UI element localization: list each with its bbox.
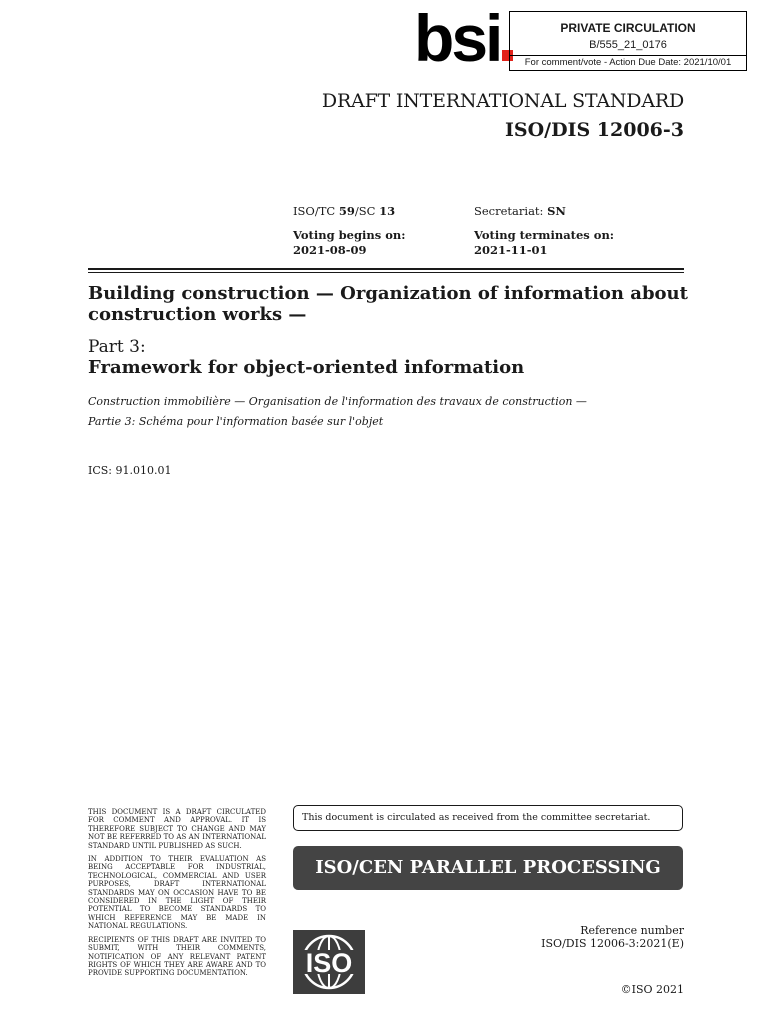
voting-ends-value: 2021-11-01 bbox=[474, 243, 548, 257]
disclaimer-paragraph: THIS DOCUMENT IS A DRAFT CIRCULATED FOR COMMENT AND APPROVAL. IT IS THEREFORE SUBJECT TO CHANGE AND MAY NOT BE REFERRED TO AS AN INTERNATIONAL STANDARD UNTIL PUBLISHED AS SUCH. bbox=[88, 808, 266, 850]
disclaimer-paragraph: RECIPIENTS OF THIS DRAFT ARE INVITED TO SUBMIT, WITH THEIR COMMENTS, NOTIFICATION OF ANY RELEVANT PATENT RIGHTS OF WHICH THEY ARE AWARE AND TO PROVIDE SUPPORTING DOCUMENTATION. bbox=[88, 935, 266, 978]
french-title-line2: Partie 3: Schéma pour l'information basée sur l'objet bbox=[88, 415, 384, 428]
french-title-line1: Construction immobilière — Organisation de l'information des travaux de construction — bbox=[88, 395, 587, 408]
circulation-note: This document is circulated as received from the committee secretariat. bbox=[293, 805, 683, 831]
part-title: Framework for object-oriented information bbox=[88, 357, 525, 378]
iso-logo-text: ISO bbox=[305, 948, 353, 978]
circulation-title: PRIVATE CIRCULATION bbox=[560, 21, 696, 35]
voting-begins-label: Voting begins on: bbox=[293, 228, 406, 242]
part-label: Part 3: bbox=[88, 337, 146, 357]
document-id: ISO/DIS 12006-3 bbox=[504, 119, 684, 141]
private-circulation-box bbox=[509, 11, 747, 71]
secretariat-line: Secretariat: SN bbox=[474, 204, 566, 218]
reference-label: Reference number bbox=[580, 924, 684, 937]
bsi-logo bbox=[414, 1, 514, 75]
circulation-due-date: For comment/vote - Action Due Date: 2021/10/01 bbox=[510, 55, 746, 70]
disclaimer-paragraph: IN ADDITION TO THEIR EVALUATION AS BEING ACCEPTABLE FOR INDUSTRIAL, TECHNOLOGICAL, COMMERCIAL AND USER PURPOSES, DRAFT INTERNATIONAL STANDARDS MAY ON OCCASION HAVE TO BE CONSIDERED IN THE LIGHT OF THEIR POTENTIAL TO BECOME STANDARDS TO WHICH REFERENCE MAY BE MADE IN NATIONAL REGULATIONS. bbox=[88, 855, 266, 931]
voting-begins bbox=[293, 228, 406, 258]
header-divider bbox=[88, 268, 684, 273]
voting-ends bbox=[474, 228, 614, 258]
ics-code: ICS: 91.010.01 bbox=[88, 464, 172, 477]
circulation-ref: B/555_21_0176 bbox=[589, 39, 667, 51]
bsi-logo-text: bsi bbox=[414, 1, 501, 75]
reference-number: ISO/DIS 12006-3:2021(E) bbox=[541, 937, 684, 950]
iso-logo bbox=[293, 930, 365, 994]
parallel-processing-banner: ISO/CEN PARALLEL PROCESSING bbox=[293, 846, 683, 890]
iso-globe-icon bbox=[293, 930, 365, 994]
copyright: ©ISO 2021 bbox=[620, 983, 684, 996]
committee-line: ISO/TC 59/SC 13 bbox=[293, 204, 396, 218]
voting-begins-value: 2021-08-09 bbox=[293, 243, 367, 257]
disclaimer bbox=[88, 808, 266, 983]
draft-heading: DRAFT INTERNATIONAL STANDARD bbox=[321, 90, 684, 112]
voting-ends-label: Voting terminates on: bbox=[474, 228, 615, 242]
document-title: Building construction — Organization of information about construction works — bbox=[88, 283, 688, 325]
